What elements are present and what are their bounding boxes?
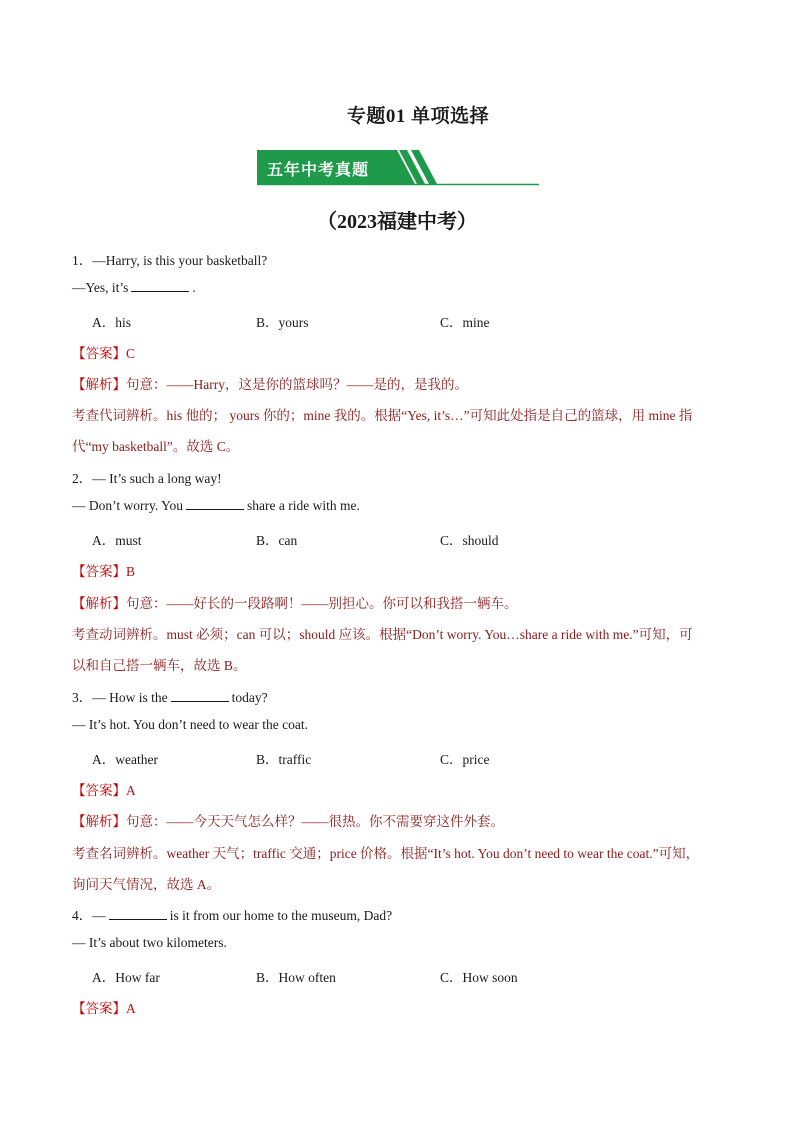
reply-text: —Yes, it’s [72, 280, 129, 295]
option-c: C．price [440, 752, 490, 767]
answer-value: C [126, 346, 136, 361]
answer-line [72, 779, 136, 799]
question-line: —Harry, is this your basketball? [92, 253, 268, 268]
analysis-text: 代“my basketball”。故选 C。 [72, 439, 240, 454]
question-line: — How is the [92, 690, 168, 705]
option-b: B．traffic [256, 752, 312, 767]
reply-text: — Don’t worry. You [72, 498, 184, 513]
analysis-line [72, 592, 518, 612]
analysis-label: 【解析】 [72, 814, 126, 829]
analysis-text: 考查代词辨析。his 他的； yours 你的；mine 我的。根据“Yes, it’s…”可知此处指是自己的篮球，用 mine 指 [72, 408, 693, 423]
exam-source-heading: （2023福建中考） [317, 211, 477, 233]
question-number: 4． [72, 908, 93, 923]
analysis-line [72, 373, 468, 393]
page-title: 专题01 单项选择 [346, 106, 490, 127]
analysis-text: 考查动词辨析。must 必须；can 可以；should 应该。根据“Don’t worry. You…share a ride with me.”可知，可 [72, 627, 693, 642]
answer-label: 【答案】 [72, 783, 126, 798]
question-1-reply [72, 280, 196, 296]
reply-text-end: share a ride with me. [247, 498, 360, 513]
option-b: B．can [256, 533, 298, 548]
reply-text-end: . [192, 280, 196, 295]
question-4-stem [72, 904, 392, 924]
option-a: A．How far [92, 970, 160, 985]
answer-line [72, 560, 135, 580]
question-number: 2． [72, 471, 93, 486]
question-2-stem [72, 467, 222, 487]
question-line: — It’s such a long way! [92, 471, 222, 486]
answer-blank [109, 909, 167, 920]
analysis-label: 【解析】 [72, 596, 126, 611]
question-number: 3． [72, 690, 93, 705]
question-line-end: is it from our home to the museum, Dad? [169, 908, 393, 923]
question-3-stem [72, 686, 268, 706]
analysis-text: 句意：——好长的一段路啊！——别担心。你可以和我搭一辆车。 [126, 596, 518, 611]
answer-label: 【答案】 [72, 346, 126, 361]
answer-blank [171, 691, 229, 702]
answer-value: B [126, 564, 136, 579]
analysis-text: 以和自己搭一辆车，故选 B。 [72, 658, 247, 673]
question-3-reply: — It’s hot. You don’t need to wear the coat. [72, 717, 308, 732]
answer-line [72, 342, 135, 362]
option-c: C．should [440, 533, 499, 548]
answer-value: A [126, 783, 136, 798]
answer-line [72, 997, 136, 1017]
analysis-line [72, 810, 504, 830]
banner-label: 五年中考真题 [267, 160, 370, 179]
answer-label: 【答案】 [72, 1001, 126, 1016]
analysis-label: 【解析】 [72, 377, 126, 392]
question-line: — [92, 908, 106, 923]
option-c: C．How soon [440, 970, 518, 985]
analysis-text: 询问天气情况，故选 A。 [72, 877, 221, 892]
question-4-reply: — It’s about two kilometers. [72, 935, 227, 950]
analysis-text: 句意：——Harry，这是你的篮球吗？——是的，是我的。 [126, 377, 468, 392]
section-banner [257, 150, 539, 186]
answer-blank [131, 281, 189, 292]
option-a: A．his [92, 315, 132, 330]
option-c: C．mine [440, 315, 490, 330]
option-b: B．How often [256, 970, 336, 985]
option-a: A．weather [92, 752, 158, 767]
question-1-stem [72, 249, 267, 269]
option-b: B．yours [256, 315, 309, 330]
question-line-end: today? [231, 690, 268, 705]
analysis-text: 句意：——今天天气怎么样？——很热。你不需要穿这件外套。 [126, 814, 504, 829]
answer-value: A [126, 1001, 136, 1016]
analysis-text: 考查名词辨析。weather 天气；traffic 交通；price 价格。根据“It’s hot. You don’t need to wear the coat.”可知， [72, 846, 700, 861]
question-2-reply [72, 498, 360, 514]
answer-blank [186, 499, 244, 510]
answer-label: 【答案】 [72, 564, 126, 579]
option-a: A．must [92, 533, 142, 548]
question-number: 1． [72, 253, 93, 268]
